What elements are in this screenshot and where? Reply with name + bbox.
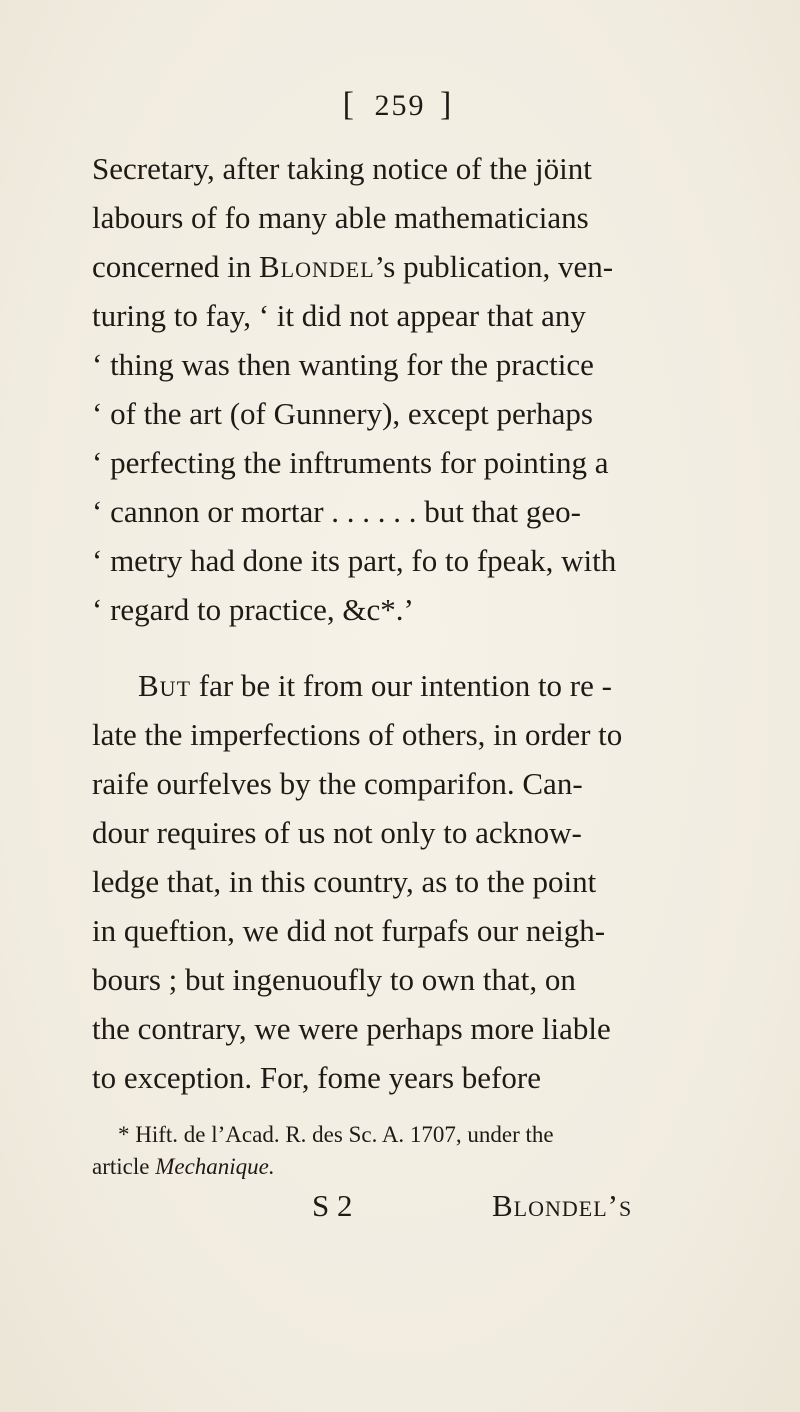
text-line-19: to exception. For, fome years before xyxy=(92,1060,541,1095)
text-line-5: ‘ thing was then wanting for the practice xyxy=(92,347,594,382)
text-line-14: dour requires of us not only to acknow- xyxy=(92,815,582,850)
text-line-1: Secretary, after taking notice of the jöint xyxy=(92,151,592,186)
text-line-2: labours of fo many able mathematicians xyxy=(92,200,589,235)
footnote-line-2 xyxy=(92,1152,275,1182)
author-name: Blondel xyxy=(258,249,375,284)
signature-mark: S 2 xyxy=(312,1188,353,1223)
text-line-10: ‘ regard to practice, &c*.’ xyxy=(92,592,414,627)
catchword: Blondel’s xyxy=(492,1188,633,1223)
text-line-17: bours ; but ingenuoufly to own that, on xyxy=(92,962,576,997)
footnote-line-1: * Hift. de l’Acad. R. des Sc. A. 1707, under the xyxy=(118,1122,554,1147)
text-line-15: ledge that, in this country, as to the point xyxy=(92,864,597,899)
footnote-italic-title: Mechanique. xyxy=(155,1154,275,1179)
header-bracket-open: [ xyxy=(342,86,360,123)
page-header xyxy=(0,86,800,124)
footnote-prefix: article xyxy=(92,1154,156,1179)
text-line-18: the contrary, we were perhaps more liable xyxy=(92,1011,611,1046)
text-line-6: ‘ of the art (of Gunnery), except perhaps xyxy=(92,396,593,431)
text-line-13: raife ourfelves by the comparifon. Can- xyxy=(92,766,583,801)
text-line-16: in queftion, we did not furpafs our neigh- xyxy=(92,913,606,948)
text-line-11: But far be it from our intention to re - xyxy=(138,668,612,703)
page-number: 259 xyxy=(374,89,426,122)
text-line-9: ‘ metry had done its part, fo to fpeak, with xyxy=(92,543,617,578)
header-bracket-close: ] xyxy=(440,86,458,123)
text-line-7: ‘ perfecting the inftruments for pointing a xyxy=(92,445,609,480)
text-line-8: ‘ cannon or mortar . . . . . . but that geo- xyxy=(92,494,581,529)
text-line-3: concerned in Blondel’s publication, ven- xyxy=(92,249,614,284)
text-line-4: turing to fay, ‘ it did not appear that any xyxy=(92,298,586,333)
paragraph-initial-word: But xyxy=(138,668,192,703)
text-line-12: late the imperfections of others, in order to xyxy=(92,717,623,752)
